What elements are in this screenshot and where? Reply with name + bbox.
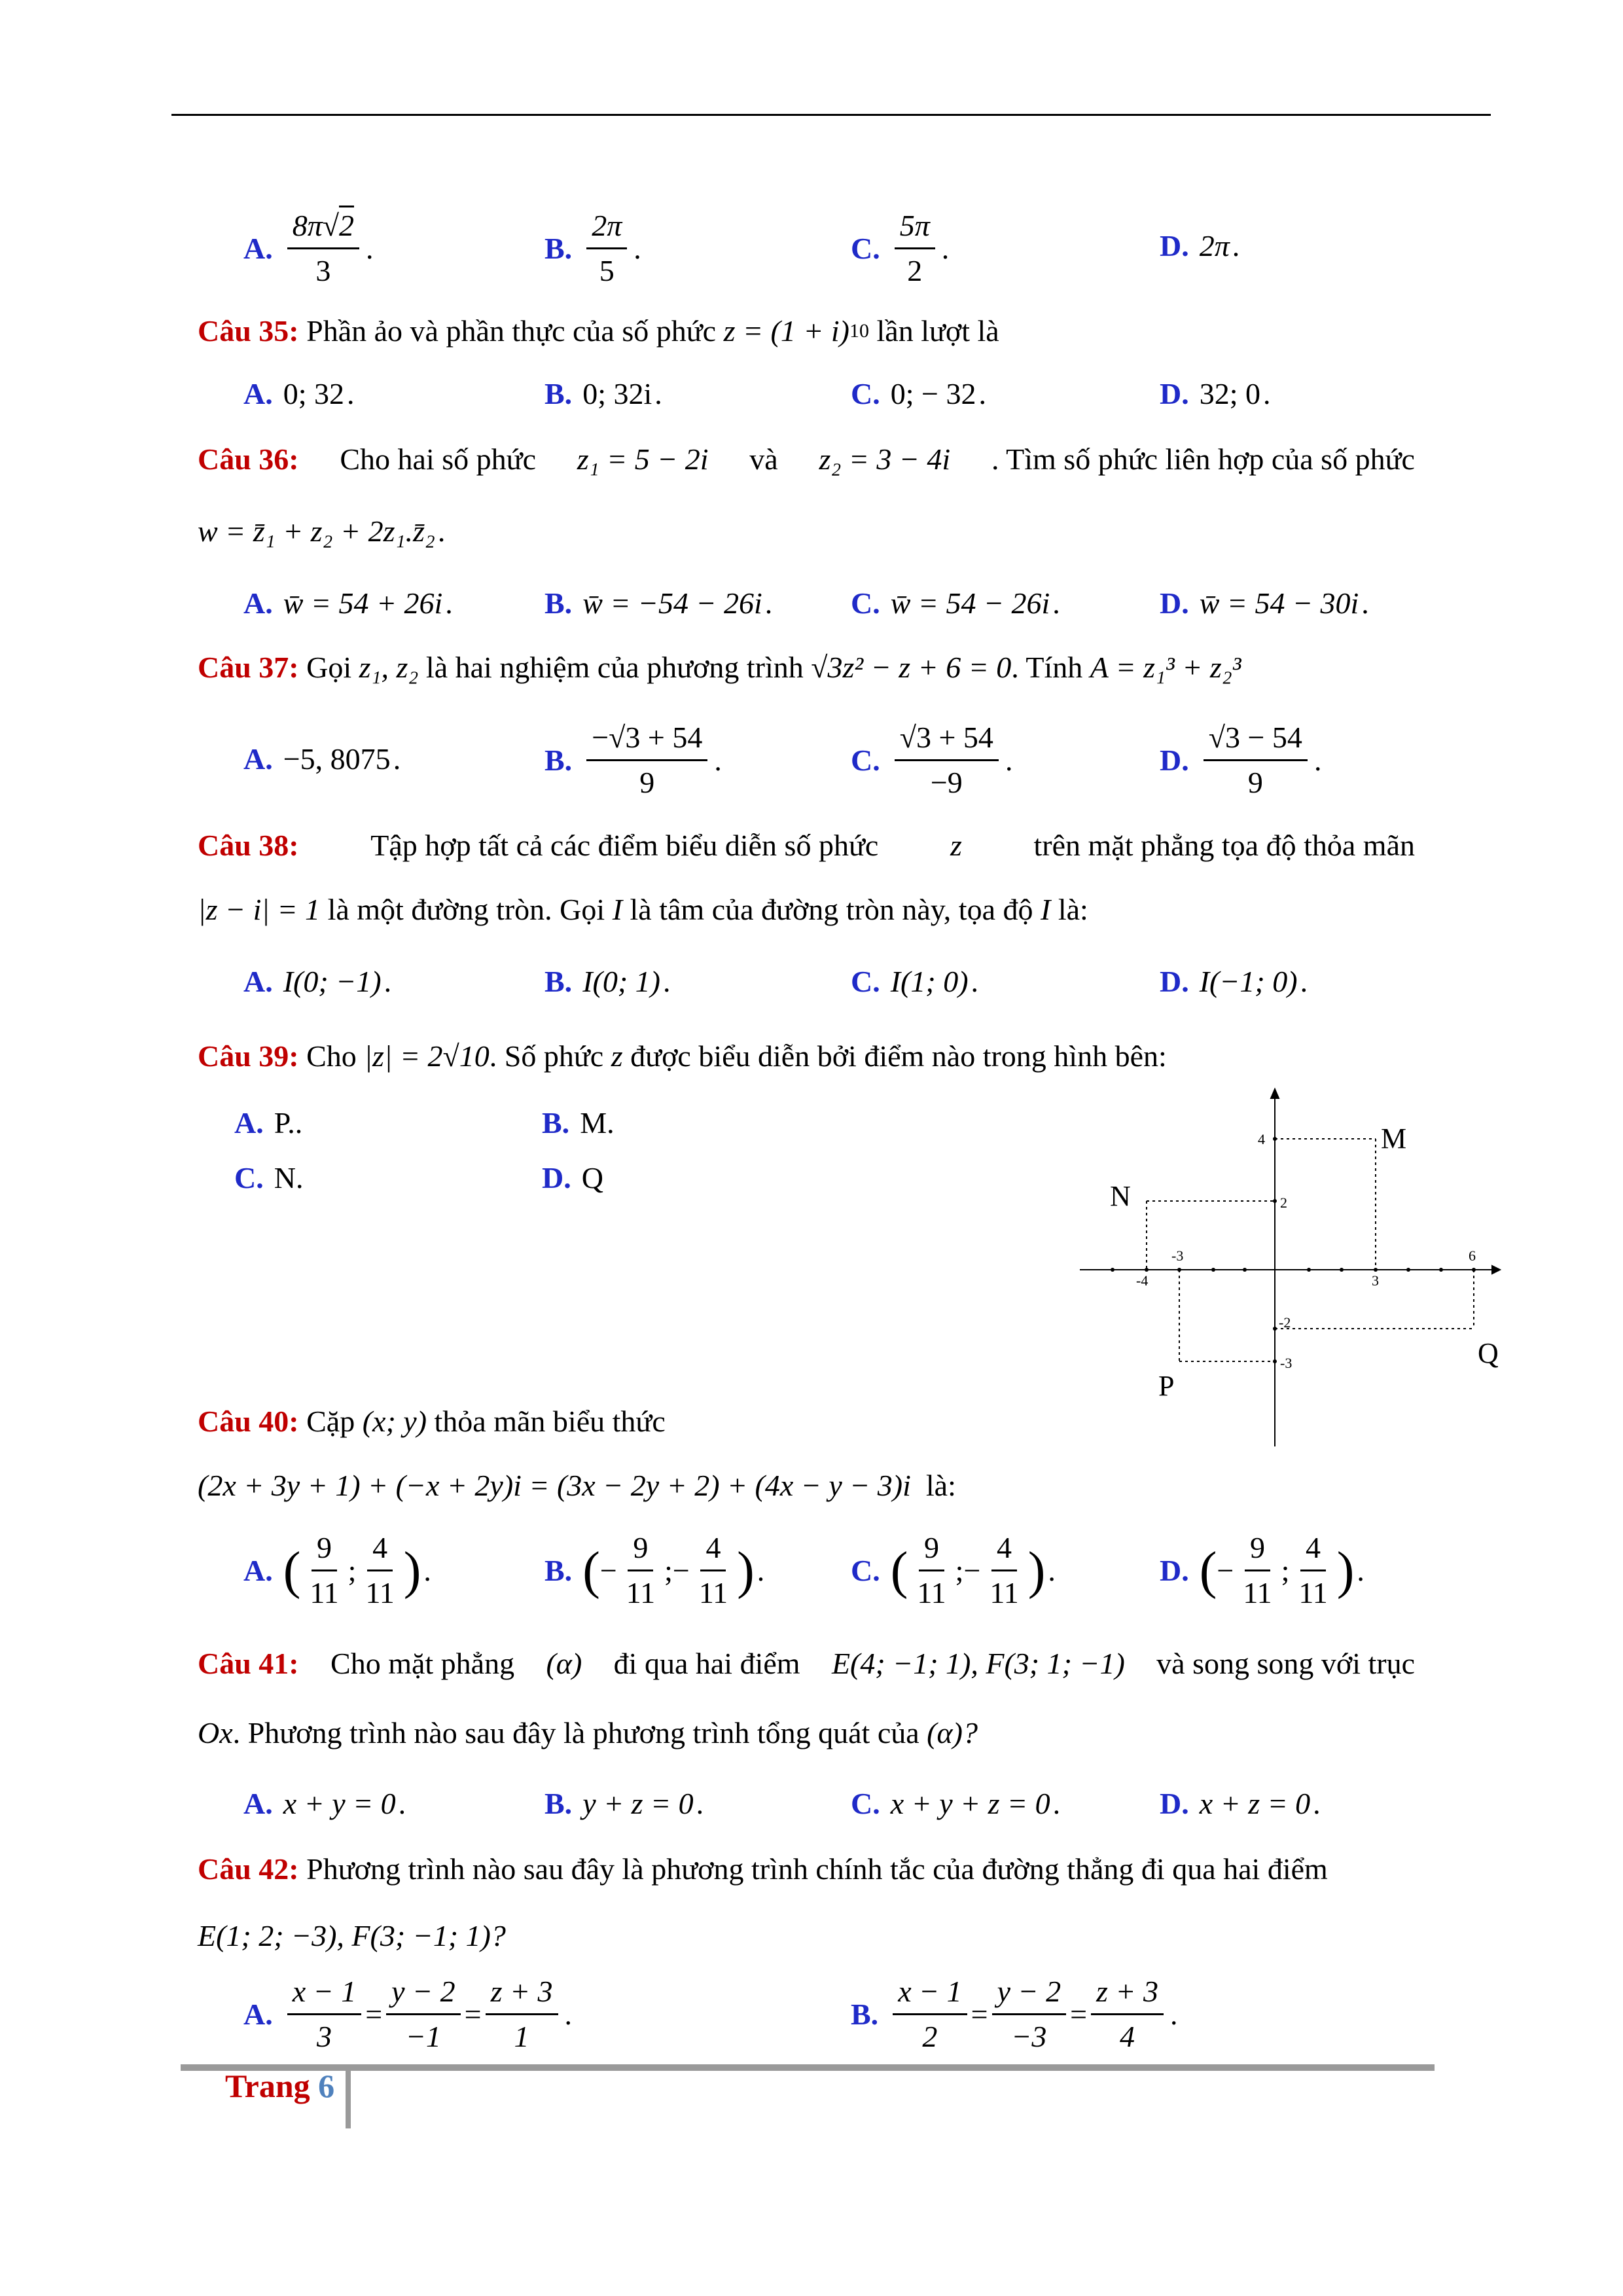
- y-axis-arrow: [1271, 1089, 1279, 1098]
- tick-x-neg4: -4: [1136, 1272, 1149, 1289]
- q41-stem-line2: Ox . Phương trình nào sau đây là phương trình tổng quát của (α)?: [198, 1716, 978, 1749]
- q42-option-a: A. $\frac{x - 1}{3}$ = $\frac{y - 2}{-1}$ = $\frac{z + 3}{1}$ .: [243, 1973, 572, 2056]
- q39-option-a: A. P..: [234, 1106, 303, 1139]
- q36-w-expression: w = z̄₁ + z₂ + 2z₁.z̄₂ .: [198, 514, 446, 548]
- q37-option-d: D. $\frac{√3 - 54}{9}$ .: [1160, 719, 1321, 802]
- q34-option-c: C. $\frac{5\pi}{2}$ .: [851, 207, 949, 290]
- point-label-q: Q: [1478, 1337, 1499, 1369]
- tick-x-neg3: -3: [1171, 1247, 1184, 1264]
- complex-plane-figure: [1073, 1080, 1512, 1453]
- tick-y-4: 4: [1258, 1131, 1265, 1147]
- q38-stem-line1: Câu 38: Tập hợp tất cả các điểm biểu diễn số phức z trên mặt phẳng tọa độ thỏa mãn: [198, 829, 1415, 862]
- q36-option-d: D. w̄ = 54 − 30i .: [1160, 586, 1369, 620]
- tick-y-neg2: -2: [1279, 1314, 1291, 1331]
- q34-option-b: B. $\frac{2\pi}{5}$ .: [544, 207, 641, 290]
- q40-option-d: D. ( − $\frac{9}{11}$ ; $\frac{4}{11}$ ) .: [1160, 1529, 1364, 1612]
- point-label-m: M: [1381, 1122, 1407, 1155]
- q37-option-b: B. $\frac{-√3 + 54}{9}$ .: [544, 719, 722, 802]
- header-rule: [171, 114, 1491, 116]
- q42-stem-line1: Câu 42: Phương trình nào sau đây là phương trình chính tắc của đường thẳng đi qua hai điểm: [198, 1852, 1328, 1886]
- q37-option-a: A. −5, 8075 .: [243, 742, 401, 776]
- q35-option-d: D. 32; 0 .: [1160, 377, 1271, 410]
- page-number: 6: [318, 2068, 335, 2104]
- q36-option-b: B. w̄ = −54 − 26i .: [544, 586, 773, 620]
- q41-option-c: C. x + y + z = 0 .: [851, 1787, 1061, 1820]
- x-axis-arrow: [1492, 1266, 1500, 1274]
- q41-stem-line1: Câu 41: Cho mặt phẳng (α) đi qua hai điểm E(4; −1; 1), F(3; 1; −1) và song song với trục: [198, 1647, 1415, 1680]
- q40-option-a: A. ( $\frac{9}{11}$ ; $\frac{4}{11}$ ) .: [243, 1529, 431, 1612]
- q39-stem: Câu 39: Cho |z| = 2√10 . Số phức z được biểu diễn bởi điểm nào trong hình bên:: [198, 1039, 1167, 1073]
- point-label-n: N: [1110, 1180, 1131, 1212]
- q38-option-d: D. I(−1; 0) .: [1160, 965, 1308, 998]
- q41-option-d: D. x + z = 0 .: [1160, 1787, 1321, 1820]
- q38-option-c: C. I(1; 0) .: [851, 965, 979, 998]
- page-footer: [225, 2067, 334, 2105]
- q39-option-c: C. N.: [234, 1161, 304, 1194]
- q38-option-b: B. I(0; 1) .: [544, 965, 671, 998]
- q40-stem: Câu 40: Cặp (x; y) thỏa mãn biểu thức: [198, 1405, 666, 1438]
- q35-option-b: B. 0; 32i .: [544, 377, 662, 410]
- q38-stem-line2: |z − i| = 1 là một đường tròn. Gọi I là tâm của đường tròn này, tọa độ I là:: [198, 893, 1088, 926]
- q40-option-b: B. ( − $\frac{9}{11}$ ; − $\frac{4}{11}$ ) .: [544, 1529, 764, 1612]
- q40-expression: (2x + 3y + 1) + (−x + 2y)i = (3x − 2y + 2) + (4x − y − 3)i là:: [198, 1469, 956, 1502]
- tick-y-neg3: -3: [1280, 1355, 1293, 1371]
- q40-option-c: C. ( $\frac{9}{11}$ ; − $\frac{4}{11}$ ) .: [851, 1529, 1056, 1612]
- q36-option-c: C. w̄ = 54 − 26i .: [851, 586, 1060, 620]
- point-label-p: P: [1158, 1370, 1175, 1402]
- footer-label: Trang: [225, 2068, 310, 2104]
- q41-option-b: B. y + z = 0 .: [544, 1787, 704, 1820]
- q36-option-a: A. w̄ = 54 + 26i .: [243, 586, 453, 620]
- tick-x-6: 6: [1469, 1247, 1476, 1264]
- q37-option-c: C. $\frac{√3 + 54}{-9}$ .: [851, 719, 1012, 802]
- q34-option-d: D. 2π .: [1160, 229, 1240, 262]
- q35-option-a: A. 0; 32 .: [243, 377, 355, 410]
- tick-x-3: 3: [1372, 1272, 1379, 1289]
- q35-option-c: C. 0; − 32 .: [851, 377, 986, 410]
- q36-stem: Câu 36: Cho hai số phức z₁ = 5 − 2i và z₂ = 3 − 4i . Tìm số phức liên hợp của số phức: [198, 442, 1415, 476]
- footer-rule: [181, 2064, 1435, 2071]
- tick-y-2: 2: [1280, 1194, 1287, 1211]
- q41-option-a: A. x + y = 0 .: [243, 1787, 406, 1820]
- q42-option-b: B. $\frac{x - 1}{2}$ = $\frac{y - 2}{-3}$ = $\frac{z + 3}{4}$ .: [851, 1973, 1177, 2056]
- q35-stem: Câu 35: Phần ảo và phần thực của số phức z = (1 + i) 10 lần lượt là: [198, 314, 999, 348]
- q38-option-a: A. I(0; −1) .: [243, 965, 392, 998]
- q42-stem-line2: E(1; 2; −3), F(3; −1; 1)?: [198, 1919, 506, 1952]
- q34-option-a: A. $\frac{8\pi√2}{3}$ .: [243, 207, 374, 290]
- q37-stem: Câu 37: Gọi z₁, z₂ là hai nghiệm của phương trình √3z² − z + 6 = 0 . Tính A = z₁³ + z₂³: [198, 651, 1241, 684]
- q39-option-d: D. Q: [542, 1161, 603, 1194]
- q39-option-b: B. M.: [542, 1106, 615, 1139]
- footer-divider: [346, 2070, 351, 2128]
